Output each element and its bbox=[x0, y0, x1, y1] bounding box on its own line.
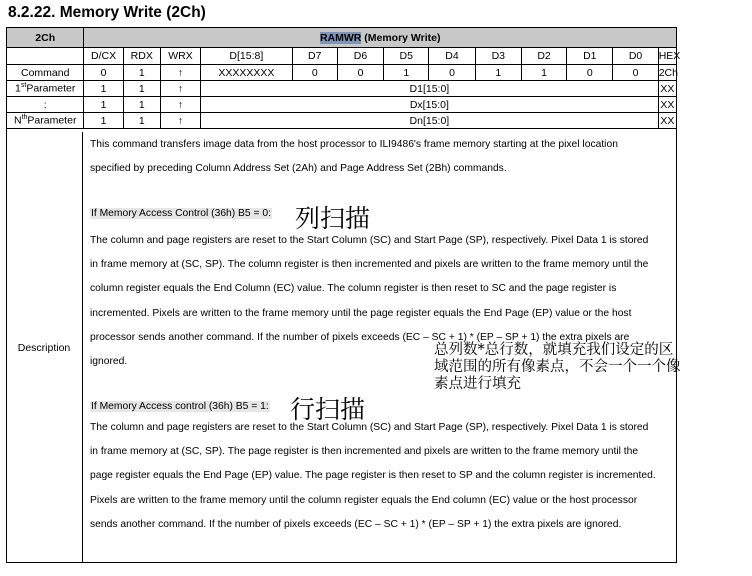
cell: 0 bbox=[84, 65, 123, 81]
column-header: WRX bbox=[160, 48, 200, 65]
description-para-row-scan bbox=[90, 416, 672, 537]
annotation-line: 总列数*总行数，就填充我们设定的区 bbox=[434, 342, 674, 358]
row-label-number: : bbox=[43, 98, 47, 111]
cell: 1 bbox=[123, 113, 160, 129]
text-line: processor sends another command. If the number of pixels exceeds (EC – SC + 1) * (EP – SP + 1) the extra pixels are bbox=[90, 331, 630, 343]
row-label bbox=[7, 97, 84, 113]
column-header: D2 bbox=[521, 48, 566, 65]
column-header: D4 bbox=[429, 48, 475, 65]
cell: 1 bbox=[84, 113, 123, 129]
data-cell: D1[15:0] bbox=[201, 81, 659, 97]
column-header: HEX bbox=[658, 48, 676, 65]
condition-text: If Memory Access control (36h) B5 = 1: bbox=[91, 401, 269, 412]
text-line: in frame memory at (SC, SP). The column register is then incremented and pixels are written to the frame memory until the bbox=[90, 259, 649, 271]
text-line: The column and page registers are reset to the Start Column (SC) and Start Page (SP), respectively. Pixel Data 1 is stored bbox=[90, 422, 649, 433]
cell: 0 bbox=[292, 65, 337, 81]
column-header: D6 bbox=[337, 48, 383, 65]
table-row-parameter bbox=[7, 81, 677, 97]
section-heading: 8.2.22. Memory Write (2Ch) bbox=[8, 4, 206, 21]
column-header: D/CX bbox=[84, 48, 123, 65]
cell: 1 bbox=[521, 65, 566, 81]
cell: 0 bbox=[567, 65, 613, 81]
column-header: D0 bbox=[613, 48, 658, 65]
column-header: D[15:8] bbox=[201, 48, 293, 65]
header-blank-cell bbox=[7, 48, 84, 65]
row-label-number: N bbox=[13, 114, 22, 127]
annotation-row-scan: 行扫描 bbox=[290, 395, 366, 424]
text-line: in frame memory at (SC, SP). The page register is then incremented and pixels are written to the frame memory until the bbox=[90, 446, 639, 458]
cell: XXXXXXXX bbox=[201, 65, 293, 81]
column-header: D1 bbox=[567, 48, 613, 65]
text-line: Pixels are written to the frame memory until the column register equals the End column (EC) value or the host processor bbox=[90, 494, 638, 506]
annotation-column-scan: 列扫描 bbox=[295, 204, 371, 233]
condition-text: If Memory Access Control (36h) B5 = 0: bbox=[91, 208, 271, 219]
condition-b5-1 bbox=[90, 401, 270, 412]
text-line: column register equals the End Column (EC) value. The column register is then reset to SC and the page register is bbox=[90, 283, 617, 295]
cell: 1 bbox=[475, 65, 521, 81]
row-label-text: Parameter bbox=[27, 114, 77, 127]
condition-b5-0 bbox=[90, 208, 272, 219]
text-line: incremented. Pixels are written to the frame memory until the page register equals the End Page (EP) value or the host bbox=[90, 307, 632, 319]
cell: 1 bbox=[123, 97, 160, 113]
row-label bbox=[7, 113, 84, 129]
table-row-command bbox=[7, 65, 677, 81]
cell: ↑ bbox=[160, 97, 200, 113]
column-header: D3 bbox=[475, 48, 521, 65]
column-header: D5 bbox=[384, 48, 429, 65]
row-label bbox=[7, 81, 84, 97]
annotation-line: 域范围的所有像素点，不会一个一个像 bbox=[434, 359, 681, 375]
cell: ↑ bbox=[160, 113, 200, 129]
text-line: This command transfers image data from the host processor to ILI9486's frame memory starting at the pixel location bbox=[90, 139, 618, 150]
cell: 1 bbox=[84, 97, 123, 113]
cell: 0 bbox=[613, 65, 658, 81]
text-line: specified by preceding Column Address Set (2Ah) and Page Address Set (2Bh) commands. bbox=[90, 163, 507, 175]
cell: 1 bbox=[123, 65, 160, 81]
command-mnemonic: RAMWR bbox=[319, 31, 362, 44]
description-label: Description bbox=[6, 132, 83, 563]
row-label-suffix: st bbox=[20, 82, 27, 90]
column-header: RDX bbox=[123, 48, 160, 65]
text-line: ignored. bbox=[90, 356, 128, 368]
text-line: page register equals the End Page (EP) value. The page register is then reset to SP and the column register is incremented. bbox=[90, 470, 656, 482]
cell: 0 bbox=[429, 65, 475, 81]
data-cell: Dx[15:0] bbox=[201, 97, 659, 113]
cell: 1 bbox=[84, 81, 123, 97]
description-intro bbox=[90, 133, 672, 181]
cell: 1 bbox=[384, 65, 429, 81]
row-label-text: Parameter bbox=[26, 82, 76, 95]
annotation-line: 素点进行填充 bbox=[434, 376, 521, 392]
text-line: sends another command. If the number of pixels exceeds (EC – SC + 1) * (EP – SP + 1) the extra pixels are ignored. bbox=[90, 518, 622, 530]
cell: XX bbox=[658, 113, 676, 129]
column-header: D7 bbox=[292, 48, 337, 65]
text-line: The column and page registers are reset to the Start Column (SC) and Start Page (SP), respectively. Pixel Data 1 is stored bbox=[90, 235, 649, 246]
cell: 2Ch bbox=[658, 66, 678, 79]
cell: ↑ bbox=[160, 65, 200, 81]
row-label-suffix: th bbox=[21, 114, 28, 122]
cell: 0 bbox=[337, 65, 383, 81]
annotation-fill-note bbox=[434, 342, 681, 393]
table-row-parameter bbox=[7, 113, 677, 129]
command-table bbox=[6, 27, 681, 129]
column-header-row bbox=[7, 48, 677, 65]
cell: 1 bbox=[123, 81, 160, 97]
cell: ↑ bbox=[160, 81, 200, 97]
command-title bbox=[84, 28, 677, 48]
row-label-number: 1 bbox=[15, 82, 21, 95]
row-label: Command bbox=[7, 65, 84, 81]
cell: XX bbox=[658, 97, 676, 113]
table-row-parameter bbox=[7, 97, 677, 113]
cell: XX bbox=[658, 81, 676, 97]
command-code: 2Ch bbox=[7, 28, 84, 48]
data-cell: Dn[15:0] bbox=[201, 113, 659, 129]
command-name: (Memory Write) bbox=[361, 31, 441, 44]
